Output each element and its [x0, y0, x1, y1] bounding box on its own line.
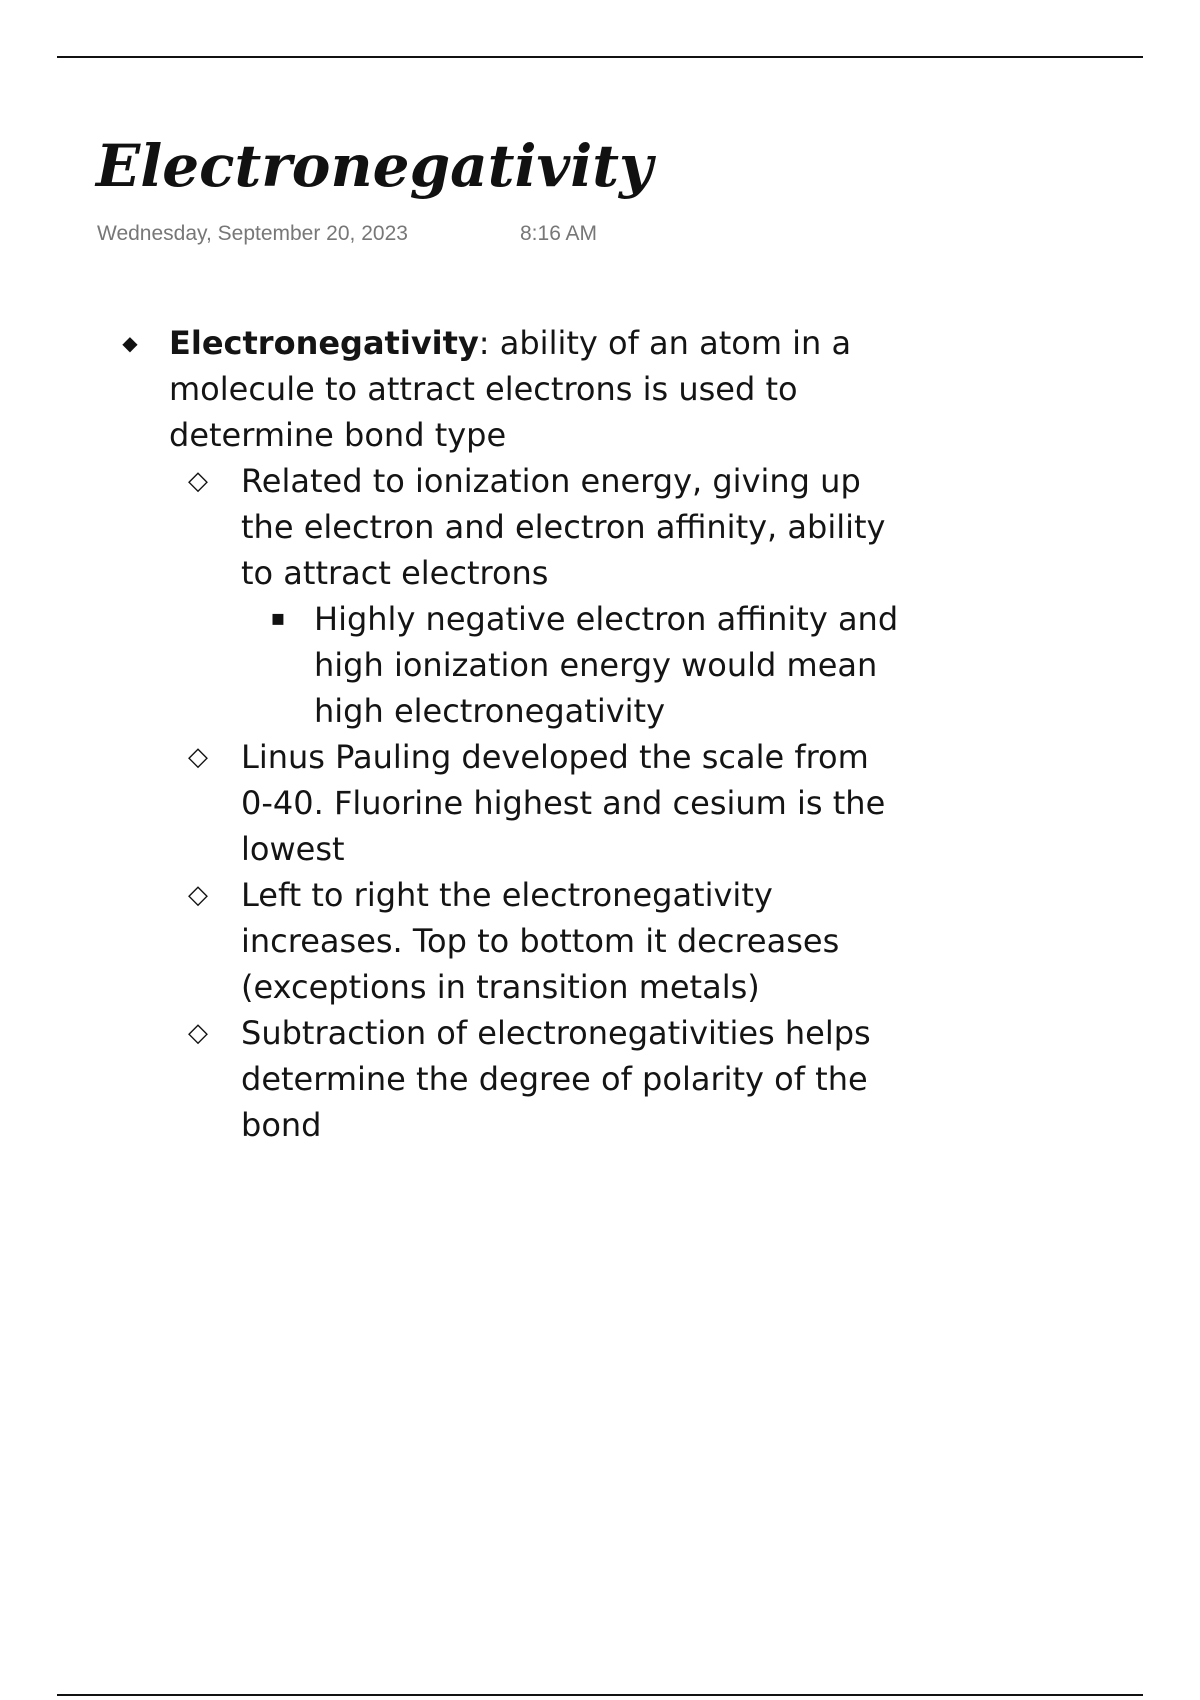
hollow-diamond-bullet-icon: ◇	[188, 1018, 208, 1048]
filled-diamond-bullet-icon: ◆	[122, 331, 138, 355]
list-item-text: Linus Pauling developed the scale from 0-40. Fluorine highest and cesium is the lowest	[241, 738, 886, 868]
list-item-text: Related to ionization energy, giving up the electron and electron affinity, ability to attract electrons	[241, 462, 886, 592]
hollow-diamond-bullet-icon: ◇	[188, 466, 208, 496]
list-item-bond-polarity	[0, 1010, 900, 1148]
hollow-diamond-bullet-icon: ◇	[188, 880, 208, 910]
hollow-diamond-bullet-icon: ◇	[188, 742, 208, 772]
list-item-ionization-energy	[0, 458, 900, 596]
defined-term: Electronegativity	[169, 324, 479, 362]
list-item-text: Highly negative electron affinity and high ionization energy would mean high electronegativity	[314, 600, 899, 730]
list-item-text: Subtraction of electronegativities helps determine the degree of polarity of the bond	[241, 1014, 871, 1144]
bottom-divider	[57, 1694, 1143, 1696]
page-time: 8:16 AM	[520, 222, 598, 245]
square-bullet-icon: ▪	[270, 606, 286, 631]
top-divider	[57, 56, 1143, 58]
list-item-electronegativity	[0, 320, 900, 458]
list-item-periodic-trend	[0, 872, 900, 1010]
note-body	[0, 320, 1200, 1148]
page-title: Electronegativity	[96, 132, 653, 200]
definition-text: : ability of an atom in a molecule to attract electrons is used to determine bond type	[169, 324, 852, 454]
page-date: Wednesday, September 20, 2023	[97, 222, 408, 245]
list-item-high-electronegativity	[0, 596, 900, 734]
list-item-pauling-scale	[0, 734, 900, 872]
list-item-text: Left to right the electronegativity increases. Top to bottom it decreases (exceptions in transition metals)	[241, 876, 840, 1006]
